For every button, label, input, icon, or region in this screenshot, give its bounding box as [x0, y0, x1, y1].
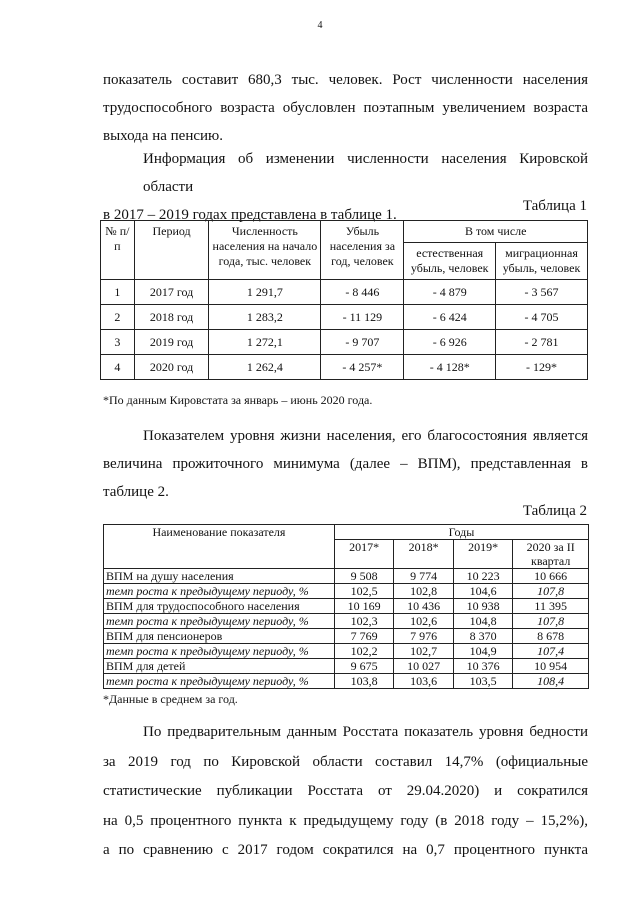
paragraph-2-line-2: в 2017 – 2019 годах представлена в таблице 1.	[103, 207, 397, 223]
table-row	[104, 569, 589, 584]
cell-2018: 9 774	[394, 569, 453, 584]
paragraph-3	[103, 422, 588, 506]
paragraph-1-line-1: показатель составит 680,3 тыс. человек. Рост численности населения	[103, 72, 588, 88]
header-natural: естественная убыль, человек	[404, 243, 496, 280]
paragraph-4-line-4: на 0,5 процентного пункта к предыдущему году (в 2018 году – 15,2%),	[103, 812, 588, 829]
header-including: В том числе	[404, 221, 588, 243]
paragraph-3-line-1: Показателем уровня жизни населения, его благосостояния является	[143, 428, 588, 444]
cell-migration: - 2 781	[495, 330, 587, 355]
paragraph-4-line-1: По предварительным данным Росстата показатель уровня бедности	[143, 724, 588, 740]
cell-2020: 107,4	[513, 644, 589, 659]
cell-population: 1 291,7	[209, 280, 321, 305]
cell-2019: 8 370	[453, 629, 512, 644]
cell-migration: - 3 567	[495, 280, 587, 305]
table-row	[101, 305, 588, 330]
cell-indicator-name: ВПМ для трудоспособного населения	[104, 599, 335, 614]
cell-2017: 9 508	[334, 569, 393, 584]
cell-indicator-name: ВПМ на душу населения	[104, 569, 335, 584]
cell-2019: 104,6	[453, 584, 512, 599]
header-year-2020: 2020 за II квартал	[513, 540, 589, 569]
table-row	[104, 659, 589, 674]
paragraph-4-line-3: статистические публикации Росстата от 29.04.2020) и сократился	[103, 783, 588, 799]
cell-num: 2	[101, 305, 135, 330]
cell-2020: 108,4	[513, 674, 589, 689]
cell-indicator-name: темп роста к предыдущему периоду, %	[104, 584, 335, 599]
cell-2018: 10 027	[394, 659, 453, 674]
cell-loss: - 8 446	[321, 280, 404, 305]
cell-period: 2019 год	[134, 330, 209, 355]
cell-natural: - 4 128*	[404, 355, 496, 380]
paragraph-4-line-2: за 2019 год по Кировской области составил 14,7% (официальные	[103, 753, 588, 770]
cell-period: 2018 год	[134, 305, 209, 330]
cell-migration: - 129*	[495, 355, 587, 380]
cell-2019: 10 376	[453, 659, 512, 674]
paragraph-1-line-3: выхода на пенсию.	[103, 128, 223, 144]
cell-indicator-name: ВПМ для детей	[104, 659, 335, 674]
table-row	[101, 280, 588, 305]
cell-num: 4	[101, 355, 135, 380]
table-row	[101, 355, 588, 380]
cell-2019: 103,5	[453, 674, 512, 689]
paragraph-1-line-2: трудоспособного возраста обусловлен поэтапным увеличением возраста	[103, 100, 588, 116]
table-row	[104, 584, 589, 599]
cell-num: 3	[101, 330, 135, 355]
cell-population: 1 262,4	[209, 355, 321, 380]
cell-loss: - 4 257*	[321, 355, 404, 380]
table-row	[104, 599, 589, 614]
cell-natural: - 6 424	[404, 305, 496, 330]
cell-indicator-name: темп роста к предыдущему периоду, %	[104, 614, 335, 629]
cell-2020: 11 395	[513, 599, 589, 614]
cell-2017: 102,2	[334, 644, 393, 659]
header-migration: миграционная убыль, человек	[495, 243, 587, 280]
cell-2019: 10 223	[453, 569, 512, 584]
cell-2018: 102,8	[394, 584, 453, 599]
cell-2019: 104,8	[453, 614, 512, 629]
cell-2020: 10 666	[513, 569, 589, 584]
cell-2017: 7 769	[334, 629, 393, 644]
header-population: Численность населения на начало года, тыс. человек	[209, 221, 321, 280]
cell-period: 2017 год	[134, 280, 209, 305]
header-indicator-name: Наименование показателя	[104, 525, 335, 569]
cell-population: 1 272,1	[209, 330, 321, 355]
table-row	[104, 674, 589, 689]
header-loss: Убыль населения за год, человек	[321, 221, 404, 280]
subsistence-minimum-table	[103, 524, 589, 689]
cell-2019: 104,9	[453, 644, 512, 659]
cell-natural: - 6 926	[404, 330, 496, 355]
cell-2017: 9 675	[334, 659, 393, 674]
cell-2020: 10 954	[513, 659, 589, 674]
paragraph-3-line-3: таблице 2.	[103, 484, 169, 500]
table-row	[104, 629, 589, 644]
header-year-2018: 2018*	[394, 540, 453, 569]
cell-2018: 102,6	[394, 614, 453, 629]
table-1-note: *По данным Кировстата за январь – июнь 2020 года.	[103, 393, 373, 407]
table-row	[101, 330, 588, 355]
header-year-2019: 2019*	[453, 540, 512, 569]
cell-population: 1 283,2	[209, 305, 321, 330]
cell-2017: 103,8	[334, 674, 393, 689]
cell-loss: - 11 129	[321, 305, 404, 330]
cell-2019: 10 938	[453, 599, 512, 614]
cell-period: 2020 год	[134, 355, 209, 380]
cell-2018: 10 436	[394, 599, 453, 614]
header-year-2017: 2017*	[334, 540, 393, 569]
table-2-caption: Таблица 2	[522, 503, 587, 519]
header-period: Период	[134, 221, 209, 280]
header-num: № п/п	[101, 221, 135, 280]
table-row	[104, 614, 589, 629]
cell-2018: 7 976	[394, 629, 453, 644]
population-table	[100, 220, 588, 380]
paragraph-1	[103, 66, 588, 150]
cell-migration: - 4 705	[495, 305, 587, 330]
cell-2020: 107,8	[513, 614, 589, 629]
paragraph-2-line-1: Информация об изменении численности населения Кировской области	[143, 151, 588, 195]
cell-2020: 8 678	[513, 629, 589, 644]
cell-indicator-name: темп роста к предыдущему периоду, %	[104, 644, 335, 659]
cell-2018: 103,6	[394, 674, 453, 689]
header-years: Годы	[334, 525, 588, 540]
table-2-note: *Данные в среднем за год.	[103, 692, 238, 706]
cell-loss: - 9 707	[321, 330, 404, 355]
cell-2017: 102,5	[334, 584, 393, 599]
cell-indicator-name: темп роста к предыдущему периоду, %	[104, 674, 335, 689]
paragraph-3-line-2: величина прожиточного минимума (далее – ВПМ), представленная в	[103, 456, 588, 472]
table-row	[104, 644, 589, 659]
table-1-caption: Таблица 1	[522, 198, 587, 214]
paragraph-4	[103, 718, 588, 866]
cell-2018: 102,7	[394, 644, 453, 659]
cell-2017: 102,3	[334, 614, 393, 629]
page-number: 4	[317, 20, 323, 31]
paragraph-2	[103, 145, 588, 229]
paragraph-4-line-5: а по сравнению с 2017 годом сократился на 0,7 процентного пункта	[103, 842, 588, 858]
cell-natural: - 4 879	[404, 280, 496, 305]
cell-num: 1	[101, 280, 135, 305]
cell-2017: 10 169	[334, 599, 393, 614]
cell-2020: 107,8	[513, 584, 589, 599]
cell-indicator-name: ВПМ для пенсионеров	[104, 629, 335, 644]
